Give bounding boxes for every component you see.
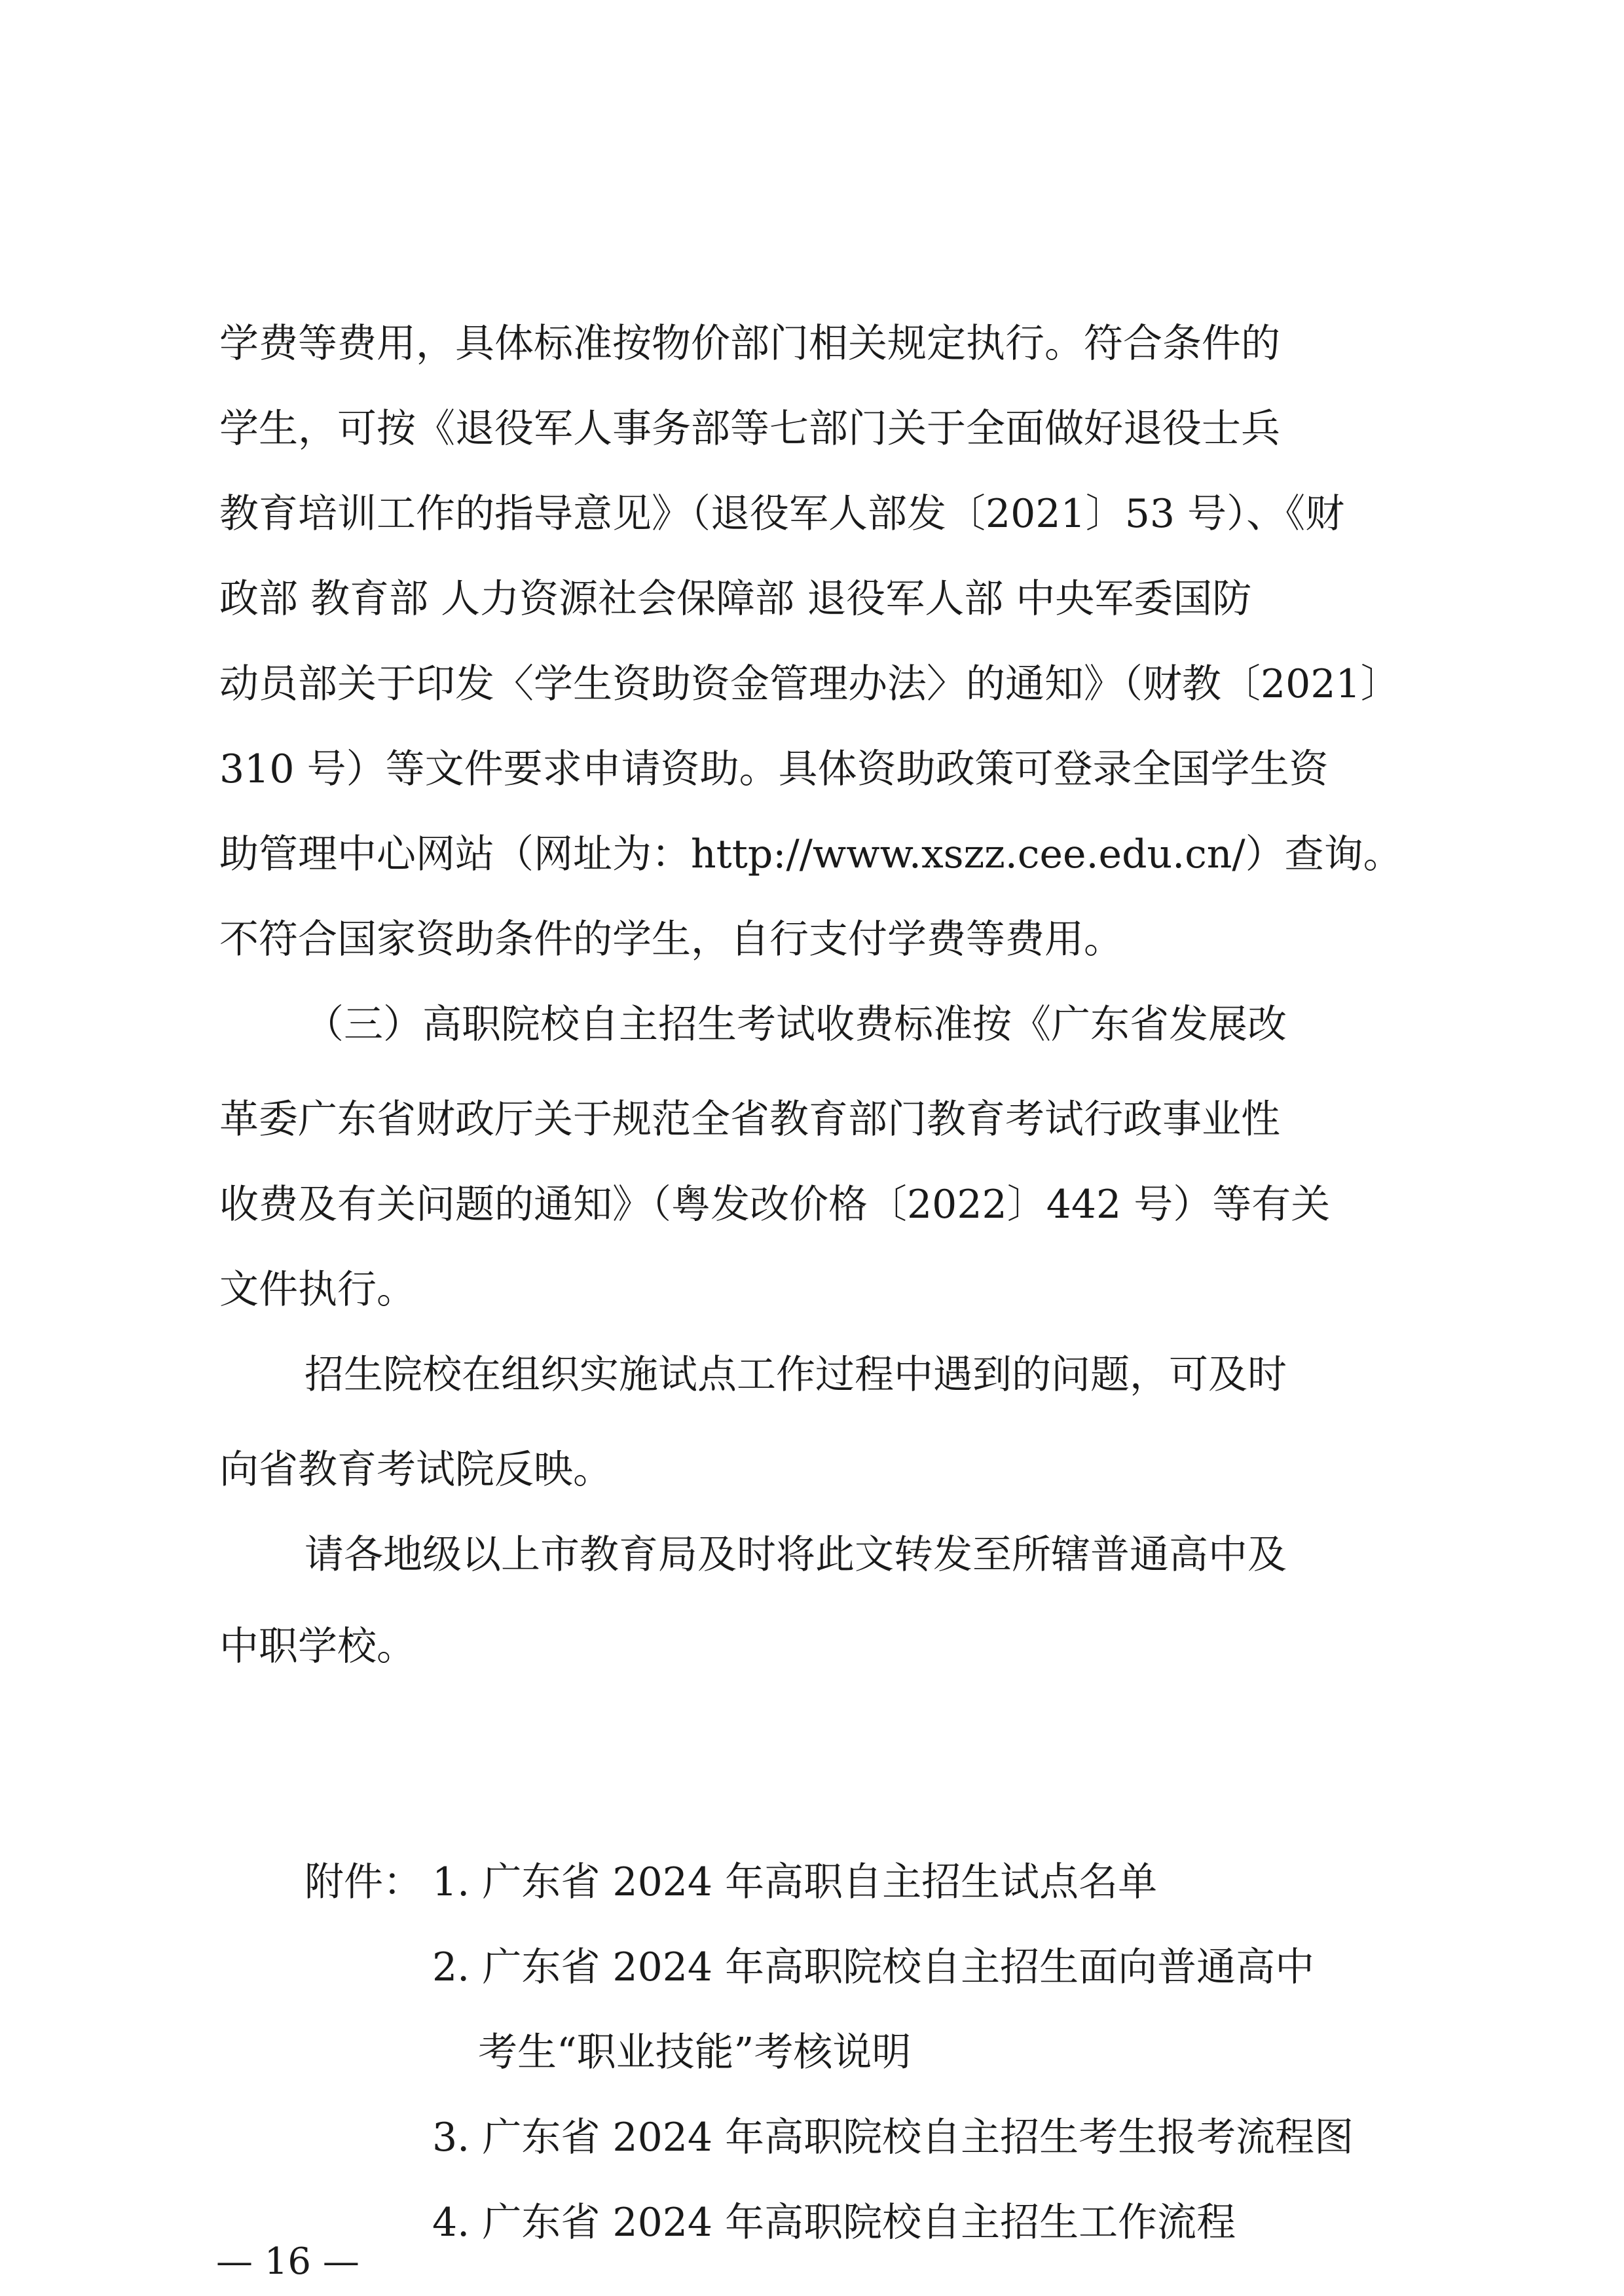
body-line: 学费等费用，具体标准按物价部门相关规定执行。符合条件的 [219, 321, 1280, 367]
body-line: 学生，可按《退役军人事务部等七部门关于全面做好退役士兵 [219, 406, 1280, 452]
paragraph-fee-standard: （三）高职院校自主招生考试收费标准按《广东省发展改 [304, 1002, 1287, 1048]
body-line: 教育培训工作的指导意见》（退役军人部发〔2021〕53 号）、《财 [219, 491, 1345, 537]
attachment-item: 2. 广东省 2024 年高职院校自主招生面向普通高中 [432, 1944, 1315, 1990]
attachments-label: 附件： [304, 1859, 422, 1905]
attachment-item: 1. 广东省 2024 年高职自主招生试点名单 [432, 1859, 1158, 1905]
page-number: — 16 — [216, 2240, 360, 2283]
attachment-item: 4. 广东省 2024 年高职院校自主招生工作流程 [432, 2200, 1236, 2246]
body-line: 不符合国家资助条件的学生，自行支付学费等费用。 [219, 917, 1123, 962]
attachment-item: 3. 广东省 2024 年高职院校自主招生考生报考流程图 [432, 2115, 1354, 2160]
body-line: 310 号）等文件要求申请资助。具体资助政策可登录全国学生资 [219, 746, 1329, 792]
paragraph-feedback: 招生院校在组织实施试点工作过程中遇到的问题，可及时 [304, 1352, 1287, 1398]
body-line: 收费及有关问题的通知》（粤发改价格〔2022〕442 号）等有关 [219, 1182, 1331, 1228]
body-line: 文件执行。 [219, 1267, 416, 1313]
body-line: 助管理中心网站（网址为：http://www.xszz.cee.edu.cn/）查询。 [219, 831, 1403, 877]
attachment-item-continuation: 考生“职业技能”考核说明 [478, 2030, 912, 2075]
body-line: 动员部关于印发〈学生资助资金管理办法〉的通知》（财教〔2021〕 [219, 661, 1400, 707]
body-line: 政部 教育部 人力资源社会保障部 退役军人部 中央军委国防 [219, 576, 1252, 622]
paragraph-forward-notice: 请各地级以上市教育局及时将此文转发至所辖普通高中及 [304, 1532, 1287, 1578]
body-line: 中职学校。 [219, 1624, 416, 1669]
body-line: 革委广东省财政厅关于规范全省教育部门教育考试行政事业性 [219, 1097, 1280, 1142]
body-line: 向省教育考试院反映。 [219, 1447, 612, 1493]
